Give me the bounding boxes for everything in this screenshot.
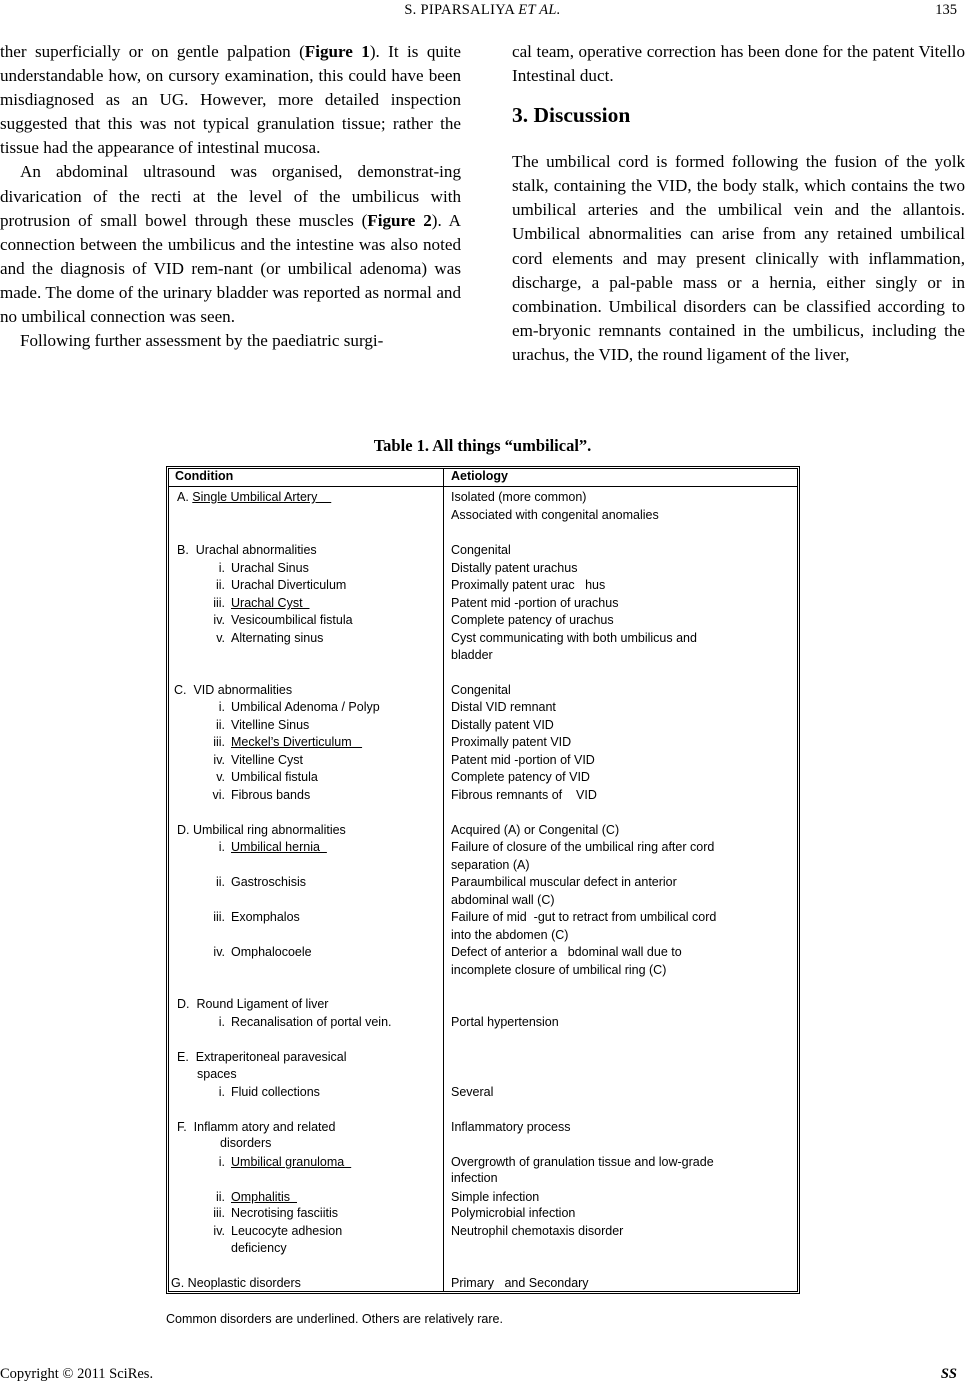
- aetiology-cell: Associated with congenital anomalies: [451, 508, 659, 522]
- header-divider: [169, 486, 797, 487]
- condition-cell: iv.: [213, 1224, 225, 1238]
- condition-cell: i.: [218, 1155, 225, 1169]
- aetiology-cell: Proximally patent VID: [451, 735, 572, 749]
- aetiology-cell: Overgrowth of granulation tissue and low-grade: [451, 1155, 714, 1169]
- table-footnote: Common disorders are underlined. Others are relatively rare.: [166, 1312, 503, 1326]
- aetiology-cell: Distally patent urachus: [451, 561, 578, 575]
- aetiology-cell: Congenital: [451, 683, 511, 697]
- condition-cell: ii.: [215, 1190, 225, 1204]
- condition-cell: D. Round Ligament of liver: [177, 997, 329, 1011]
- condition-cell: iii.: [213, 596, 225, 610]
- aetiology-cell: Congenital: [451, 543, 511, 557]
- aetiology-cell: Polymicrobial infection: [451, 1206, 576, 1220]
- aetiology-cell: separation (A): [451, 858, 530, 872]
- figure-ref[interactable]: Figure 1: [304, 42, 370, 61]
- aetiology-cell: Defect of anterior a bdominal wall due to: [451, 945, 682, 959]
- aetiology-cell: Isolated (more common): [451, 490, 587, 504]
- condition-cell: Alternating sinus: [231, 631, 324, 645]
- aetiology-cell: Simple infection: [451, 1190, 540, 1204]
- aetiology-cell: Patent mid -portion of VID: [451, 753, 595, 767]
- aetiology-cell: Proximally patent urac hus: [451, 578, 606, 592]
- condition-cell: ii.: [215, 875, 225, 889]
- condition-cell: iv.: [213, 753, 225, 767]
- condition-cell: i.: [218, 700, 225, 714]
- condition-cell: ii.: [215, 578, 225, 592]
- column-divider: [443, 469, 444, 1291]
- condition-cell: disorders: [220, 1136, 272, 1150]
- condition-cell: iii.: [213, 735, 225, 749]
- text: ). A connection between the umbilicus and the intestine was also noted and the diagnosis of VID rem-nant (or umbilical adenoma) was made. The dome of the urinary bladder was reported as normal and no umbilical connection was seen.: [0, 210, 461, 327]
- condition-cell: Urachal Diverticulum: [231, 578, 347, 592]
- condition-cell: B. Urachal abnormalities: [177, 543, 317, 557]
- aetiology-cell: Failure of mid -gut to retract from umbilical cord: [451, 910, 717, 924]
- running-title: [0, 2, 965, 19]
- running-header: [0, 0, 965, 24]
- condition-cell: Omphalitis: [231, 1190, 297, 1204]
- aetiology-cell: bladder: [451, 648, 493, 662]
- paragraph: The umbilical cord is formed following the fusion of the yolk stalk, containing the VID, the body stalk, which contains the two umbilical arteries and the umbilical vein and the allantois. Umbilical abnormalities can arise from any retained umbilical cord elements and may present clinically with inflammation, discharge, a pal-pable mass or a hernia, either singly or in combination. Umbilical disorders can be classified according to em-bryonic remnants contained in the umbilicus, including the urachus, the VID, the round ligament of the liver,: [512, 152, 965, 364]
- condition-cell: Urachal Sinus: [231, 561, 309, 575]
- figure-ref[interactable]: Figure 2: [367, 210, 432, 230]
- aetiology-cell: Failure of closure of the umbilical ring after cord: [451, 840, 715, 854]
- condition-cell: Leucocyte adhesion: [231, 1224, 343, 1238]
- aetiology-cell: Distal VID remnant: [451, 700, 556, 714]
- condition-cell: iv.: [213, 613, 225, 627]
- aetiology-cell: Cyst communicating with both umbilicus and: [451, 631, 697, 645]
- condition-cell: iii.: [213, 1206, 225, 1220]
- paragraph: [0, 160, 461, 329]
- condition-cell: i.: [218, 561, 225, 575]
- header-condition: Condition: [175, 469, 234, 483]
- condition-cell: Umbilical granuloma: [231, 1155, 352, 1169]
- aetiology-cell: Complete patency of VID: [451, 770, 590, 784]
- paragraph: Following further assessment by the paediatric surgi-: [20, 331, 384, 351]
- condition-cell: Vitelline Sinus: [231, 718, 310, 732]
- aetiology-cell: Neutrophil chemotaxis disorder: [451, 1224, 624, 1238]
- right-column: [512, 40, 965, 367]
- condition-cell: E. Extraperitoneal paravesical: [177, 1050, 347, 1064]
- aetiology-cell: incomplete closure of umbilical ring (C): [451, 963, 667, 977]
- condition-cell: Fibrous bands: [231, 788, 311, 802]
- aetiology-cell: Distally patent VID: [451, 718, 554, 732]
- condition-cell: spaces: [197, 1067, 237, 1081]
- aetiology-cell: abdominal wall (C): [451, 893, 555, 907]
- condition-cell: Urachal Cyst: [231, 596, 310, 610]
- condition-cell: G. Neoplastic disorders: [171, 1276, 301, 1290]
- aetiology-cell: Several: [451, 1085, 494, 1099]
- condition-cell: Recanalisation of portal vein.: [231, 1015, 392, 1029]
- aetiology-cell: Primary and Secondary: [451, 1276, 589, 1290]
- table-caption: Table 1. All things “umbilical”.: [373, 436, 592, 455]
- condition-cell: v.: [216, 770, 225, 784]
- condition-cell: Vitelline Cyst: [231, 753, 304, 767]
- condition-cell: v.: [216, 631, 225, 645]
- condition-cell: vi.: [212, 788, 225, 802]
- left-column: [0, 40, 461, 353]
- condition-cell: Meckel’s Diverticulum: [231, 735, 363, 749]
- condition-cell: C. VID abnormalities: [174, 683, 293, 697]
- condition-cell: Exomphalos: [231, 910, 300, 924]
- condition-cell: D. Umbilical ring abnormalities: [177, 823, 346, 837]
- text: ther superficially or on gentle palpation (: [0, 42, 305, 61]
- condition-cell: Fluid collections: [231, 1085, 320, 1099]
- aetiology-cell: Paraumbilical muscular defect in anterior: [451, 875, 677, 889]
- condition-cell: Umbilical fistula: [231, 770, 318, 784]
- journal-abbrev: SS: [940, 1366, 957, 1382]
- condition-cell: Omphalocoele: [231, 945, 312, 959]
- condition-cell: i.: [218, 1015, 225, 1029]
- aetiology-cell: Portal hypertension: [451, 1015, 559, 1029]
- page-number: 135: [935, 2, 957, 18]
- condition-cell: Necrotising fasciitis: [231, 1206, 338, 1220]
- running-title-etal: ET AL.: [518, 2, 561, 18]
- aetiology-cell: into the abdomen (C): [451, 928, 569, 942]
- condition-cell: Vesicoumbilical fistula: [231, 613, 353, 627]
- copyright: Copyright © 2011 SciRes.: [0, 1366, 154, 1382]
- condition-cell: Umbilical hernia: [231, 840, 327, 854]
- section-heading: 3. Discussion: [512, 103, 631, 128]
- aetiology-cell: Complete patency of urachus: [451, 613, 614, 627]
- condition-cell: iii.: [213, 910, 225, 924]
- aetiology-cell: Inflammatory process: [451, 1120, 571, 1134]
- aetiology-cell: Patent mid -portion of urachus: [451, 596, 619, 610]
- condition-cell: i.: [218, 1085, 225, 1099]
- condition-cell: i.: [218, 840, 225, 854]
- condition-cell: A. Single Umbilical Artery: [177, 490, 332, 504]
- condition-cell: Gastroschisis: [231, 875, 307, 889]
- condition-cell: Umbilical Adenoma / Polyp: [231, 700, 380, 714]
- running-title-authors: S. PIPARSALIYA: [404, 2, 515, 18]
- text: An abdominal ultrasound was organised, demonstrat-ing divarication of the recti at the level of the umbilicus with protrusion of small bowel through these muscles (: [0, 162, 461, 230]
- condition-cell: deficiency: [231, 1241, 287, 1255]
- condition-cell: F. Inflamm atory and related: [177, 1120, 336, 1134]
- paragraph: cal team, operative correction has been done for the patent Vitello Intestinal duct.: [512, 42, 965, 86]
- aetiology-cell: Acquired (A) or Congenital (C): [451, 823, 620, 837]
- condition-cell: iv.: [213, 945, 225, 959]
- condition-cell: ii.: [215, 718, 225, 732]
- aetiology-cell: infection: [451, 1171, 498, 1185]
- text: ). It is quite understandable how, on cursory examination, this could have been misdiagnosed as an UG. However, more detailed inspection suggested that this was not typical granulation tissue; rather the tissue had the appearance of intestinal mucosa.: [0, 42, 461, 158]
- umbilical-table: [166, 466, 800, 1294]
- paragraph: [0, 40, 461, 160]
- aetiology-cell: Fibrous remnants of VID: [451, 788, 597, 802]
- header-aetiology: Aetiology: [451, 469, 508, 483]
